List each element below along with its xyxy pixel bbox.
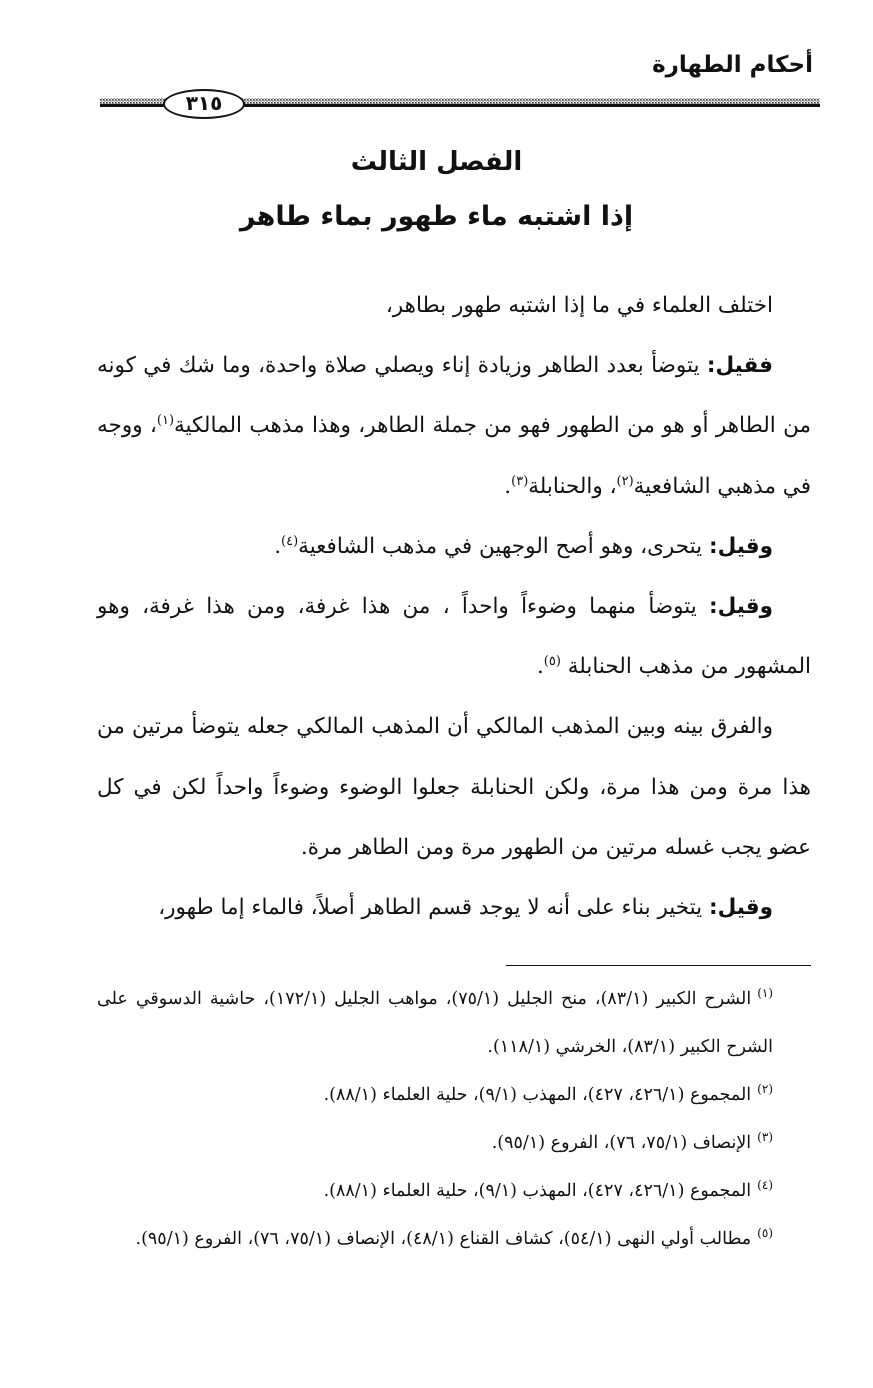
footnote-separator: [506, 965, 811, 966]
paragraph-3-lead: وقيل:: [708, 533, 773, 559]
paragraph-3-text-1: يتحرى، وهو أصح الوجهين في مذهب الشافعية: [298, 533, 709, 559]
paragraph-2-text-4: .: [504, 473, 512, 499]
footnote-ref-3[interactable]: (٣): [511, 473, 529, 489]
footnote-3-text: الإنصاف (٧٥/١، ٧٦)، الفروع (٩٥/١).: [491, 1133, 752, 1153]
page-number: ٣١٥: [163, 89, 245, 119]
paragraph-3: [97, 517, 811, 577]
paragraph-4-lead: وقيل:: [708, 594, 773, 620]
footnote-ref-5[interactable]: (٥): [543, 654, 561, 670]
paragraph-4-text-1: يتوضأ منهما وضوءاً واحداً ، من هذا غرفة، ومن هذا غرفة، وهو المشهور من مذهب الحنابلة: [97, 594, 811, 680]
footnote-3: [97, 1119, 811, 1167]
footnote-5-number: (٥): [757, 1226, 773, 1241]
footnote-4-text: المجموع (٤٢٦/١، ٤٢٧)، المهذب (٩/١)، حلية العلماء (٨٨/١).: [323, 1181, 752, 1201]
footnote-ref-2[interactable]: (٢): [616, 473, 634, 489]
footnote-5: [97, 1215, 811, 1263]
paragraph-4: [97, 577, 811, 697]
footnote-1: [97, 975, 811, 1071]
paragraph-2-text-3: ، والحنابلة: [528, 473, 617, 499]
paragraph-2-text-1: يتوضأ بعدد الطاهر وزيادة إناء ويصلي صلاة واحدة، وما شك في كونه من الطاهر أو هو من الطهور فهو من جملة الطاهر، وهذا مذهب المالكية: [97, 353, 811, 439]
paragraph-4-text-2: .: [536, 654, 544, 680]
footnote-1-text: الشرح الكبير (٨٣/١)، منح الجليل (٧٥/١)، مواهب الجليل (١٧٢/١)، حاشية الدسوقي على الشرح الكبير (٨٣/١)، الخرشي (١١٨/١).: [97, 989, 773, 1057]
footnote-2: [97, 1071, 811, 1119]
footnote-4-number: (٤): [757, 1178, 773, 1193]
paragraph-2-text-2: ، ووجه في مذهبي الشافعية: [97, 413, 811, 499]
paragraph-2-lead: فقيل:: [706, 353, 773, 379]
paragraph-2: [97, 336, 811, 517]
footnote-5-text: مطالب أولي النهى (٥٤/١)، كشاف القناع (٤٨/١)، الإنصاف (٧٥/١، ٧٦)، الفروع (٩٥/١).: [135, 1229, 752, 1249]
footnote-3-number: (٣): [757, 1130, 773, 1145]
footnote-1-number: (١): [757, 986, 774, 1001]
body-text: [97, 276, 811, 938]
paragraph-6-text-1: يتخير بناء على أنه لا يوجد قسم الطاهر أصلاً، فالماء إما طهور،: [158, 895, 709, 921]
paragraph-5: والفرق بينه وبين المذهب المالكي أن المذهب المالكي جعله يتوضأ مرتين من هذا مرة ومن هذا مرة، ولكن الحنابلة جعلوا الوضوء وضوءاً واحداً لكن في كل عضو يجب غسله مرتين من الطهور مرة ومن الطاهر مرة.: [97, 714, 811, 860]
paragraph-6-lead: وقيل:: [708, 895, 773, 921]
running-title: أحكام الطهارة: [652, 52, 813, 78]
footnote-ref-1[interactable]: (١): [156, 413, 175, 429]
paragraph-3-text-2: .: [274, 533, 282, 559]
footnote-2-text: المجموع (٤٢٦/١، ٤٢٧)، المهذب (٩/١)، حلية العلماء (٨٨/١).: [323, 1085, 752, 1105]
paragraph-1: اختلف العلماء في ما إذا اشتبه طهور بطاهر،: [385, 293, 773, 318]
chapter-heading: الفصل الثالث: [350, 147, 523, 177]
footnotes: [97, 975, 811, 1263]
footnote-4: [97, 1167, 811, 1215]
footnote-2-number: (٢): [757, 1082, 773, 1097]
chapter-title: إذا اشتبه ماء طهور بماء طاهر: [239, 201, 634, 232]
paragraph-6: [97, 878, 811, 938]
footnote-ref-4[interactable]: (٤): [281, 533, 299, 549]
